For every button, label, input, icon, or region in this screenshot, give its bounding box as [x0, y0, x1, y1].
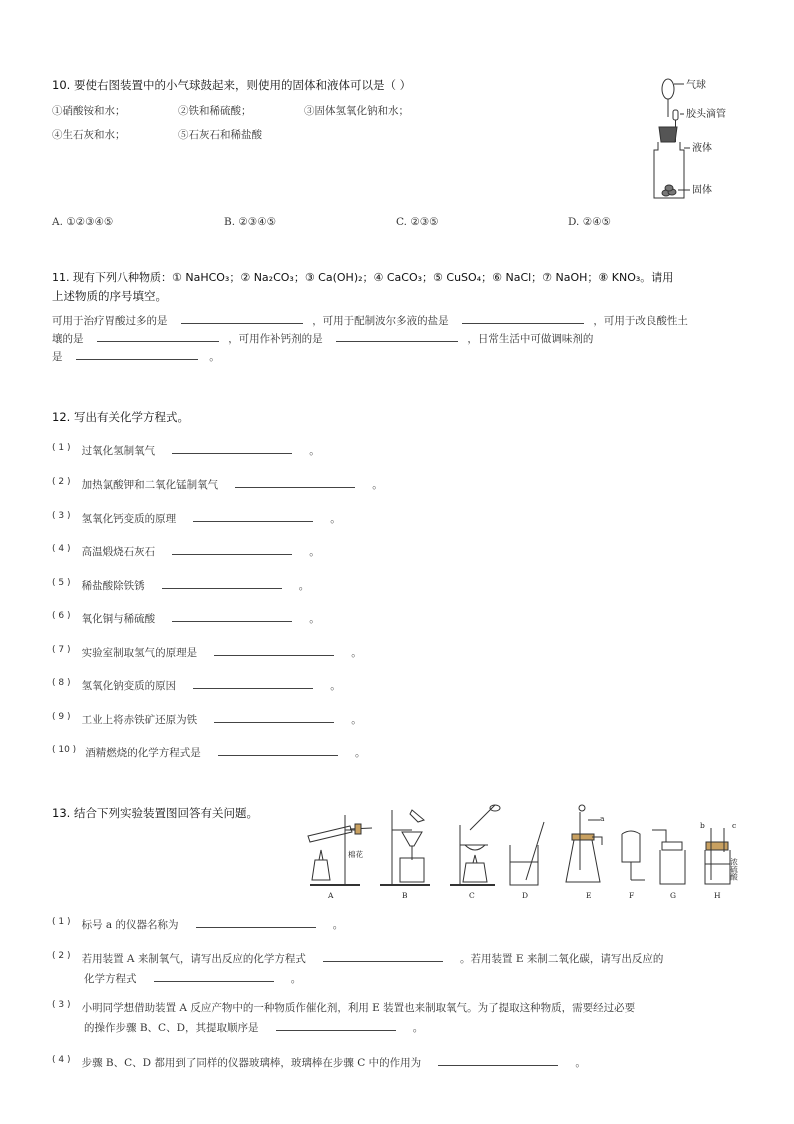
q13-fig-label-e: E — [586, 891, 592, 900]
q10-fig-dropper-label: 胶头滴管 — [686, 109, 726, 120]
q13-fig-cotton: 棉花 — [348, 850, 363, 859]
q13-item-1: $^{( 1 )}$ 标号 a 的仪器名称为 。 — [52, 917, 344, 931]
q12-blank-9[interactable] — [214, 712, 334, 723]
q13-fig-small-b: b — [700, 821, 705, 830]
q13-title: 13. 结合下列实验装置图回答有关问题。 — [52, 806, 258, 820]
q12-item-4: $^{( 4 )}$ 高温煅烧石灰石 。 — [52, 544, 320, 558]
q12-blank-4[interactable] — [172, 544, 292, 555]
q10-option-3: ③固体氢氧化钠和水； — [304, 105, 409, 117]
q13-blank-4[interactable] — [276, 1020, 396, 1031]
q10-choice-b: B. ②③④⑤ — [224, 216, 277, 228]
q13-fig-label-h: H — [714, 891, 721, 900]
q10-option-1: ①硝酸铵和水； — [52, 105, 126, 117]
q10-fig-balloon-label: 气球 — [686, 80, 706, 91]
q12-blank-8[interactable] — [193, 678, 313, 689]
q10-option-5: ⑤石灰石和稀盐酸 — [178, 129, 262, 141]
q10-choice-c: C. ②③⑤ — [396, 216, 439, 228]
q10-apparatus-figure — [640, 72, 750, 204]
q10-option-4: ④生石灰和水； — [52, 129, 126, 141]
q12-blank-1[interactable] — [172, 443, 292, 454]
q13-fig-label-a: A — [328, 891, 334, 900]
q11-title-line2: 上述物质的序号填空。 — [52, 289, 167, 303]
q12-blank-10[interactable] — [218, 745, 338, 756]
q12-item-6: $^{( 6 )}$ 氧化铜与稀硫酸 。 — [52, 611, 320, 625]
q13-blank-5[interactable] — [438, 1055, 558, 1066]
q11-line2: 壤的是 ，可用作补钙剂的是 ，日常生活中可做调味剂的 — [52, 333, 594, 345]
q13-fig-acid: 浓硫酸 — [729, 858, 739, 881]
q13-apparatus-figure — [300, 800, 750, 900]
q11-blank-4[interactable] — [336, 331, 458, 342]
q13-blank-3[interactable] — [154, 971, 274, 982]
q10-fig-solid-label: 固体 — [692, 185, 712, 196]
q12-item-3: $^{( 3 )}$ 氢氧化钙变质的原理 。 — [52, 511, 341, 525]
q13-item-2-line1: $^{( 2 )}$ 若用装置 A 来制氧气，请写出反应的化学方程式 。若用装置 E 来制二氧化碳，请写出反应的 — [52, 951, 664, 965]
q13-fig-label-d: D — [522, 891, 529, 900]
q12-title: 12. 写出有关化学方程式。 — [52, 410, 189, 424]
q12-blank-7[interactable] — [214, 645, 334, 656]
q11-blank-5[interactable] — [76, 349, 198, 360]
q13-blank-1[interactable] — [196, 917, 316, 928]
q13-fig-small-a: a — [600, 814, 605, 823]
q12-item-2: $^{( 2 )}$ 加热氯酸钾和二氧化锰制氧气 。 — [52, 477, 383, 491]
q13-fig-label-c: C — [469, 891, 475, 900]
q12-blank-5[interactable] — [162, 578, 282, 589]
q11-blank-3[interactable] — [97, 331, 219, 342]
q13-item-3-line1: $^{( 3 )}$ 小明同学想借助装置 A 反应产物中的一种物质作催化剂，利用 E 装置也来制取氧气。为了提取这种物质，需要经过必要 — [52, 1000, 636, 1014]
q12-blank-6[interactable] — [172, 611, 292, 622]
q12-item-8: $^{( 8 )}$ 氢氧化钠变质的原因 。 — [52, 678, 341, 692]
q10-title: 10. 要使右图装置中的小气球鼓起来，则使用的固体和液体可以是（ ） — [52, 78, 412, 92]
q13-fig-label-g: G — [670, 891, 676, 900]
q10-choice-a: A. ①②③④⑤ — [52, 216, 114, 228]
q12-item-10: $^{( 10 )}$ 酒精燃烧的化学方程式是 。 — [52, 745, 366, 759]
q13-fig-label-b: B — [402, 891, 408, 900]
q12-blank-2[interactable] — [235, 477, 355, 488]
q12-item-1: $^{( 1 )}$ 过氧化氢制氧气 。 — [52, 443, 320, 457]
q11-title: 11. 现有下列八种物质：① NaHCO₃；② Na₂CO₃；③ Ca(OH)₂；④ CaCO₃；⑤ CuSO₄；⑥ NaCl；⑦ NaOH；⑧ KNO₃。请用 — [52, 271, 674, 284]
q13-item-2-line2: 化学方程式 。 — [84, 973, 302, 985]
q13-fig-label-f: F — [629, 891, 635, 900]
q11-line3: 是 。 — [52, 351, 220, 363]
q12-blank-3[interactable] — [193, 511, 313, 522]
q11-blank-1[interactable] — [181, 313, 303, 324]
q11-line1: 可用于治疗胃酸过多的是 ，可用于配制波尔多液的盐是 ，可用于改良酸性土 — [52, 315, 688, 327]
q10-choice-d: D. ②④⑤ — [568, 216, 611, 228]
q13-fig-small-c: c — [732, 821, 737, 830]
q13-blank-2[interactable] — [323, 951, 443, 962]
q12-item-5: $^{( 5 )}$ 稀盐酸除铁锈 。 — [52, 578, 310, 592]
q11-blank-2[interactable] — [462, 313, 584, 324]
q10-option-2: ②铁和稀硫酸； — [178, 105, 252, 117]
q10-fig-liquid-label: 液体 — [692, 143, 712, 154]
q13-item-3-line2: 的操作步骤 B、C、D，其提取顺序是 。 — [84, 1022, 424, 1034]
q12-item-9: $^{( 9 )}$ 工业上将赤铁矿还原为铁 。 — [52, 712, 362, 726]
q12-item-7: $^{( 7 )}$ 实验室制取氢气的原理是 。 — [52, 645, 362, 659]
q13-item-4: $^{( 4 )}$ 步骤 B、C、D 都用到了同样的仪器玻璃棒，玻璃棒在步骤 C 中的作用为 。 — [52, 1055, 586, 1069]
